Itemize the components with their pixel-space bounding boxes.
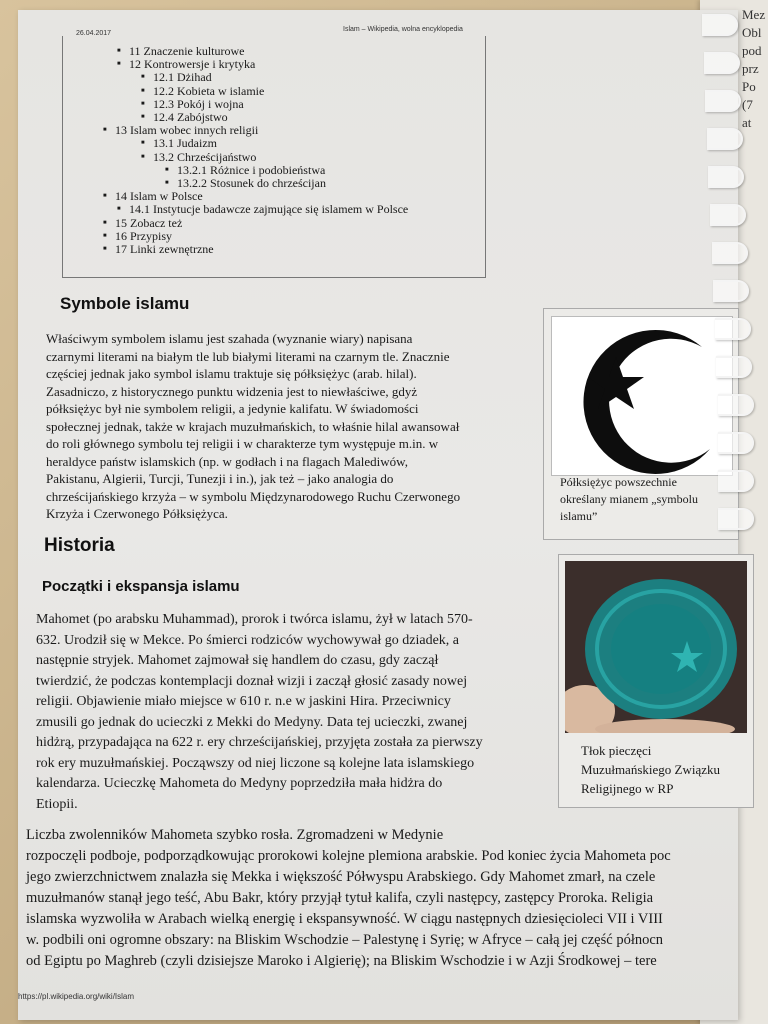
text-line: religii. Objawienie miało miejsce w 610 r. n.e w jaskini Hira. Przeciwnicy [36,694,451,709]
next-page-fragment: (7 [742,97,753,112]
toc-item[interactable]: ■ 13.1 Judaizm [153,136,217,151]
text-line: Etiopii. [36,796,78,812]
text-line: następnie stryjek. Mahomet zajmował się handlem do czasu, gdy zaczął [36,653,439,668]
text-line: Właściwym symbolem islamu jest szahada (wyznanie wiary) napisana [46,331,413,346]
text-line: zmusili go jednak do ucieczki z Mekki do Medyny. Data tej ucieczki, zwanej [36,714,468,730]
binder-ring [718,394,754,416]
next-page-fragment: Po [742,79,756,94]
binder-ring [712,242,748,264]
toc-item[interactable]: ■ 16 Przypisy [115,229,172,244]
toc-item[interactable]: ■ 12.3 Pokój i wojna [153,97,244,112]
toc-item[interactable]: ■ 14.1 Instytucje badawcze zajmujące się islamem w Polsce [129,202,408,217]
figure-caption: Półksiężyc powszechnie określany mianem „symbolu islamu” [560,475,698,523]
next-page-fragment: Mez [742,7,766,22]
binder-ring [705,90,741,112]
toc-item[interactable]: ■ 13.2.1 Różnice i podobieństwa [177,163,325,178]
next-page-fragment: prz [742,61,759,76]
section-heading-historia: Historia [44,535,115,556]
binder-ring [718,508,754,530]
text-line: Liczba zwolenników Mahometa szybko rosła. Zgromadzeni w Medynie [26,827,444,843]
toc-item[interactable]: ■ 13.2.2 Stosunek do chrześcijan [177,176,326,191]
toc-item[interactable]: ■ 13 Islam wobec innych religii [115,123,258,138]
subsection-heading: Początki i ekspansja islamu [42,578,240,595]
binder-ring [718,432,754,454]
text-line: od Egiptu po Maghreb (czyli dzisiejsze Maroko i Algierię); na Bliskim Wschodzie i w Azji Środkowej – tere [26,953,657,969]
binder-ring [708,166,744,188]
toc-item[interactable]: ■ 12.2 Kobieta w islamie [153,84,264,99]
text-line: Pakistanu, Algierii, Turcji, Tunezji i in.), jak też – jako analogia do [46,471,394,486]
text-line: rok ery muzułmańskiej. Począwszy od niej liczone są kolejne lata islamskiego [36,755,475,771]
text-line: islamska wyzwoliła w Arabach wielką energię i ekspansywność. W ciągu następnych dziesięcioleci VII i VIII [26,911,663,927]
footer-url: https://pl.wikipedia.org/wiki/Islam [18,992,135,1001]
binder-ring [713,280,749,302]
print-title: Islam – Wikipedia, wolna encyklopedia [343,26,463,33]
toc-item[interactable]: ■ 13.2 Chrześcijaństwo [153,150,256,165]
text-line: heraldyce państw islamskich (np. w godłach i na flagach Malediwów, [46,453,408,469]
text-line: czarnymi literami na białym tle lub białymi literami na czarnym tle. Znacznie [46,348,450,364]
binder-ring [710,204,746,226]
binder-rings [700,0,760,560]
figure-caption: Tłok pieczęci Muzułmańskiego Związku Religijnego w RP [581,743,720,796]
toc-item[interactable]: ■ 17 Linki zewnętrzne [115,242,214,257]
binder-ring [702,14,738,36]
text-line: półksiężyc był nie symbolem religii, a jedynie kalifatu. W świadomości [46,401,419,416]
text-line: częściej jednak jako symbol islamu traktuje się półksiężyc (arab. hilal). [46,366,417,381]
text-line: do roli głównego symbolu tej religii i w charakterze tym występuje m.in. w [46,436,439,451]
text-line: w. podbili oni ogromne obszary: na Bliskim Wschodzie – Palestynę i Syrię; w Afryce – całą jej część północn [26,932,664,948]
binder-ring [718,470,754,492]
table-of-contents [62,36,486,278]
toc-item[interactable]: ■ 14 Islam w Polsce [115,189,203,204]
toc-item[interactable]: ■ 12 Kontrowersje i krytyka [129,57,255,72]
section-heading-symbole: Symbole islamu [60,294,190,313]
symbole-paragraph [46,330,524,523]
document-page [18,10,738,1020]
print-date: 26.04.2017 [76,30,112,37]
text-line: muzułmanów stanął jego teść, Abu Bakr, który przyjął tytuł kalifa, czyli następcy, zastępcy Proroka. Religia [26,890,654,906]
toc-item[interactable]: ■ 11 Znaczenie kulturowe [129,44,245,59]
text-line: twierdzić, że podczas kontemplacji doznał wizji i zaczął głosić zasady nowej [36,673,468,689]
next-page-fragment: pod [742,43,762,58]
toc-item[interactable]: ■ 12.4 Zabójstwo [153,110,228,125]
figure-seal [558,554,754,808]
binder-ring [716,356,752,378]
binder-ring [704,52,740,74]
text-line: rozpoczęli podboje, podporządkowując prorokowi kolejne plemiona arabskie. Pod koniec życia Mahometa poc [26,848,671,864]
text-line: społecznej jednak, także w krajach muzułmańskich, to właśnie hilal awansował [46,418,460,434]
next-page-fragment: Obl [742,25,762,40]
text-line: chrześcijańskiego krzyża – w symbolu Międzynarodowego Ruchu Czerwonego [46,488,461,504]
next-page-fragment: at [742,115,752,130]
text-line: 632. Urodził się w Mekce. Po śmierci rodziców wychowywał go dziadek, a [36,632,459,648]
text-line: Zasadniczo, z historycznego punktu widzenia jest to niewłaściwe, gdyż [46,383,418,399]
text-line: Mahomet (po arabsku Muhammad), prorok i twórca islamu, żył w latach 570- [36,612,473,627]
historia-paragraph [36,610,546,815]
text-line: kalendarza. Ucieczkę Mahometa do Medyny poprzedziła mała hidżra do [36,776,443,791]
text-line: jego zwierzchnictwem znalazła się Mekka i większość Półwyspu Arabskiego. Gdy Mahomet zmarł, na czele [26,869,656,885]
text-line: hidżrą, przypadająca na 622 r. ery chrześcijańskiej, przyjęta została za pierwszy [36,735,483,750]
historia-paragraph-2 [26,825,768,972]
seal-stamp-icon [565,561,747,733]
toc-item[interactable]: ■ 15 Zobacz też [115,216,182,231]
text-line: Krzyża i Czerwonego Półksiężyca. [46,506,228,521]
binder-ring [715,318,751,340]
binder-ring [707,128,743,150]
toc-item[interactable]: ■ 12.1 Dżihad [153,70,212,85]
